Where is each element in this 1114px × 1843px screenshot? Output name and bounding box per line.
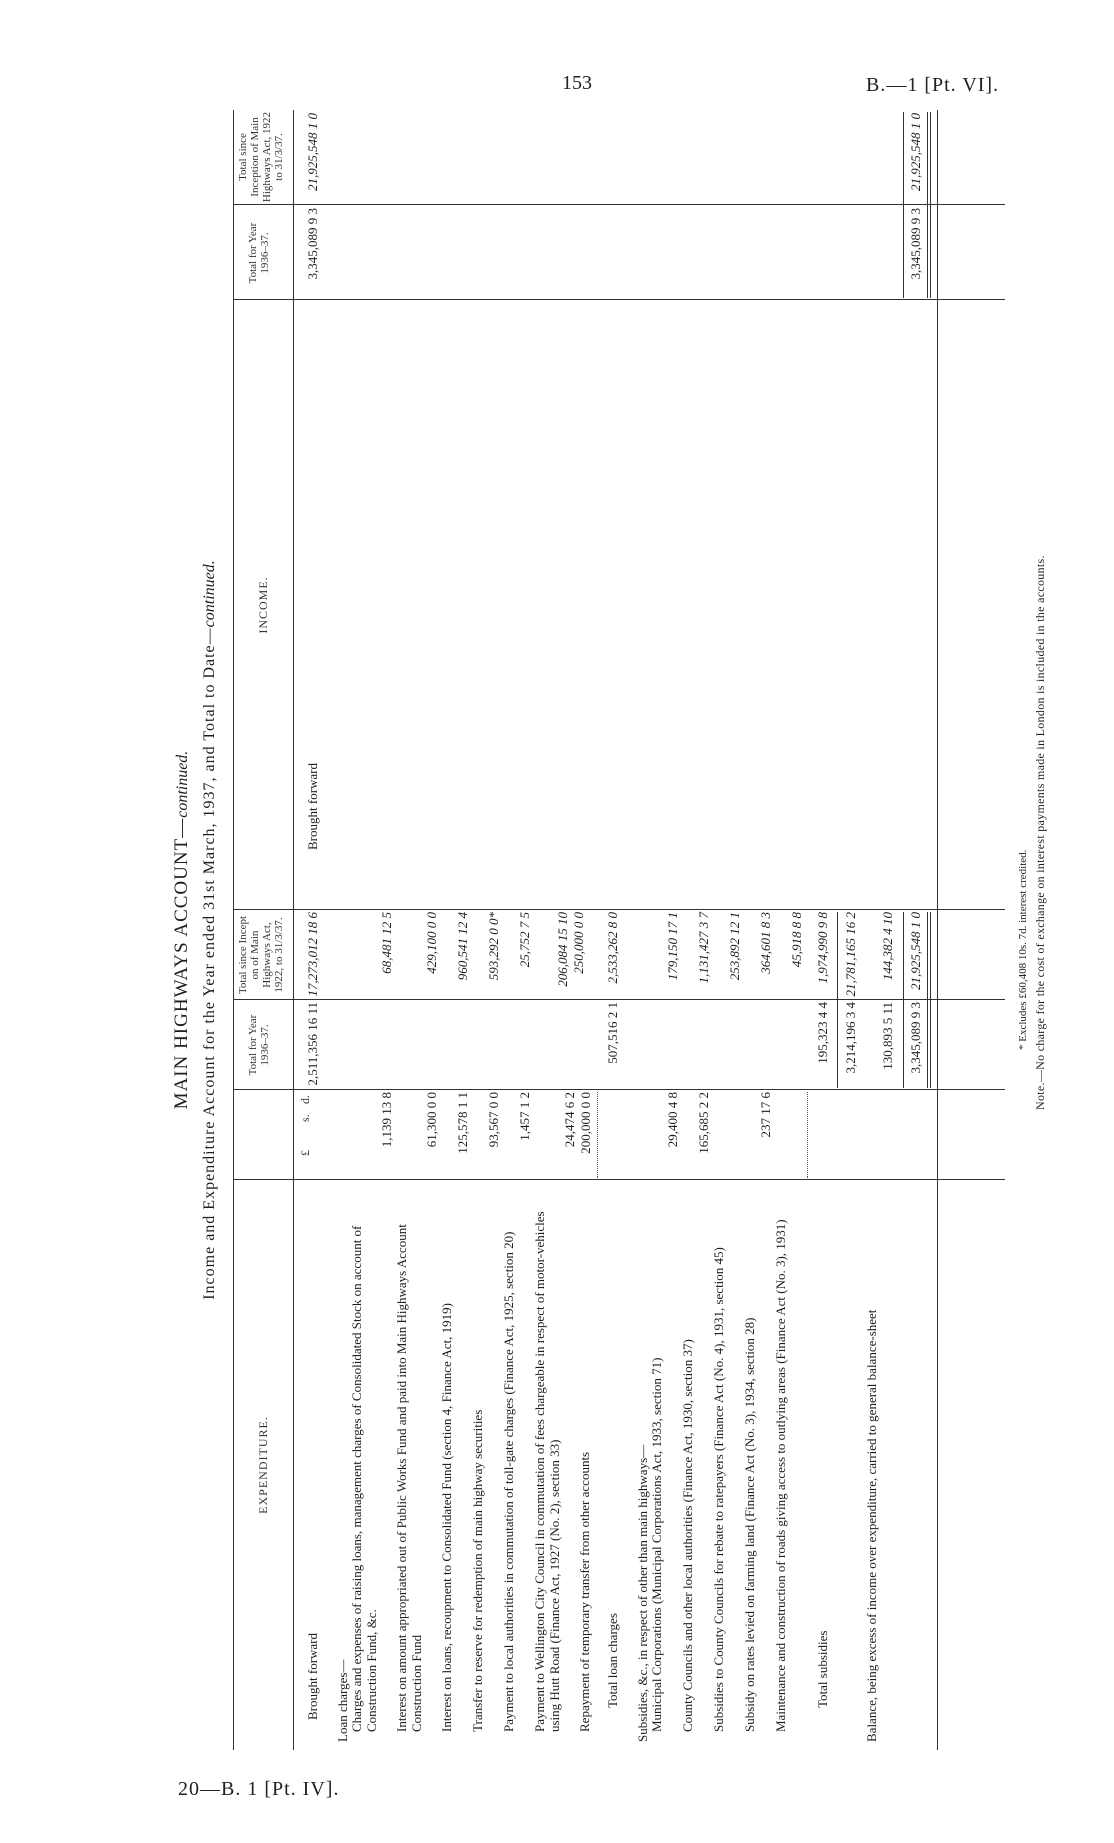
loan-item-detail: 24,474 6 2 <box>562 1092 577 1148</box>
note-text: Note.—No charge for the cost of exchange on interest payments made in London is included in the accounts. <box>1033 555 1047 1110</box>
income-grand-total-double-rule <box>930 112 931 298</box>
subtotal-rule <box>837 912 838 1088</box>
footnote: * Excludes £60,408 10s. 7d. interest credited. <box>1017 849 1029 1050</box>
document-reference-bottom: 20—B. 1 [Pt. IV]. <box>178 1778 340 1800</box>
subsidy-item-detail: 237 17 6 <box>758 1092 773 1138</box>
subsidy-item-since: 179,150 17 1 <box>665 912 680 981</box>
sub-title-text: Income and Expenditure Account for the Year ended 31st March, 1937, and Total to Date— <box>201 627 218 1300</box>
expenditure-grand-total-since: 21,925,548 1 0 <box>908 912 923 990</box>
grand-total-double-rule <box>930 912 931 1088</box>
income-brought-forward-since: 21,925,548 1 0 <box>305 113 320 191</box>
subsidies-subtotal-rule <box>807 1092 808 1178</box>
document-reference-top: B.—1 [Pt. VI]. <box>866 74 1000 96</box>
loan-item-label: Repayment of temporary transfer from other accounts <box>577 1451 592 1732</box>
loan-item-since: 429,100 0 0 <box>424 912 439 974</box>
subtotal-year: 3,214,196 3 4 <box>843 1002 858 1074</box>
expenditure-header: EXPENDITURE. <box>256 1416 270 1514</box>
loan-item-label: Charges and expenses of raising loans, management charges of Consolidated Stock on account of Construction Fund, &c. <box>349 1225 379 1732</box>
main-title-text: MAIN HIGHWAYS ACCOUNT— <box>171 817 192 1110</box>
income-since-column-rule <box>233 204 1005 205</box>
year-column-rule <box>233 1089 1005 1090</box>
total-subsidies-since: 1,974,990 9 8 <box>815 912 830 984</box>
loan-item-since: 68,481 12 5 <box>379 912 394 974</box>
grand-total-bottom-rule <box>927 912 928 1088</box>
table-top-rule <box>233 110 234 1750</box>
income-grand-total-bottom-rule <box>927 112 928 298</box>
subsidy-item-since: 253,892 12 1 <box>727 912 742 981</box>
loan-subtotal-rule <box>597 1092 598 1178</box>
rotated-account-sheet <box>165 110 1070 1750</box>
subsidy-item-detail: 165,685 2 2 <box>696 1092 711 1154</box>
total-subsidies-year: 195,323 4 4 <box>815 1002 830 1064</box>
middle-divider-rule <box>233 909 1005 910</box>
subtotal-since: 21,781,165 16 2 <box>843 912 858 997</box>
loan-item-detail: 125,578 1 1 <box>455 1092 470 1154</box>
subsidy-item-since: 45,918 8 8 <box>789 912 804 968</box>
loan-item-detail: 61,300 0 0 <box>424 1092 439 1148</box>
loan-item-label: Interest on loans, recoupment to Consolidated Fund (section 4, Finance Act, 1919) <box>439 1303 454 1732</box>
total-since-header: Total since Incept on of Main Highways Act, 1922, to 31/3/37. <box>237 915 285 995</box>
loan-item-label: Transfer to reserve for redemption of main highway securities <box>470 1409 485 1732</box>
loan-item-since: 206,084 15 10 <box>555 912 570 987</box>
loan-item-since: 250,000 0 0 <box>571 912 586 974</box>
income-year-column-rule <box>233 299 1005 300</box>
balance-since: 144,382 4 10 <box>880 912 895 981</box>
balance-year: 130,893 5 11 <box>880 1002 895 1070</box>
income-header: INCOME. <box>256 576 270 634</box>
total-year-header: Total for Year 1936–37. <box>247 1014 271 1076</box>
main-title <box>171 110 193 1750</box>
subsidy-item-label: Maintenance and construction of roads giving access to outlying areas (Finance Act (No. 3), 1931) <box>773 1219 788 1732</box>
income-brought-forward-year: 3,345,089 9 3 <box>305 208 320 280</box>
loan-item-label: Payment to local authorities in commutation of toll-gate charges (Finance Act, 1925, section 20) <box>501 1231 516 1732</box>
loan-item-since: 593,292 0 0* <box>486 912 501 981</box>
loan-charges-heading: Loan charges— <box>335 1659 350 1742</box>
loan-item-detail: 200,000 0 0 <box>578 1092 593 1154</box>
subsidy-item-label: County Councils and other local authorities (Finance Act, 1930, section 37) <box>680 1339 695 1732</box>
income-total-since-header: Total since Inception of Main Highways Act, 1922 to 31/3/37. <box>237 111 285 203</box>
subsidies-heading: Subsidies, &c., in respect of other than main highways— <box>635 1444 650 1742</box>
sub-title-suffix: continued. <box>201 560 218 628</box>
expenditure-brought-forward-label: Brought forward <box>305 1632 320 1720</box>
total-loan-charges-since: 2,533,262 8 0 <box>605 912 620 984</box>
expenditure-brought-forward-year: 2,511,356 16 11 <box>305 1002 320 1086</box>
subsidy-item-since: 1,131,427 3 7 <box>696 912 711 984</box>
pounds-unit: £ <box>298 1150 312 1156</box>
balance-label: Balance, being excess of income over expenditure, carried to general balance-sheet <box>864 1309 879 1742</box>
total-loan-charges-label: Total loan charges <box>605 1613 620 1708</box>
loan-item-since: 25,752 7 5 <box>517 912 532 968</box>
header-bottom-rule <box>293 110 294 1750</box>
subsidy-item-detail: 29,400 4 8 <box>665 1092 680 1148</box>
subsidy-item-since: 364,601 8 3 <box>758 912 773 974</box>
main-title-suffix: continued. <box>174 750 191 818</box>
total-subsidies-label: Total subsidies <box>815 1630 830 1708</box>
grand-total-top-rule <box>903 912 904 1088</box>
shillings-unit: s. <box>298 1114 312 1122</box>
loan-item-detail: 1,139 13 8 <box>379 1092 394 1148</box>
table-bottom-rule <box>937 110 938 1750</box>
since-column-rule <box>233 999 1005 1000</box>
loan-item-detail: 1,457 1 2 <box>517 1092 532 1141</box>
pence-unit: d. <box>298 1095 312 1104</box>
subsidy-item-label: Subsidies to County Councils for rebate to ratepayers (Finance Act (No. 4), 1931, section 45) <box>711 1247 726 1732</box>
expenditure-grand-total-year: 3,345,089 9 3 <box>908 1002 923 1074</box>
income-grand-total-since: 21,925,548 1 0 <box>908 113 923 191</box>
income-brought-forward-label: Brought forward <box>305 762 320 850</box>
detail-column-rule <box>233 1179 1005 1180</box>
subsidy-item-label: Municipal Corporations (Municipal Corporations Act, 1933, section 71) <box>649 1357 664 1732</box>
page-number: 153 <box>562 72 592 94</box>
income-total-year-header: Total for Year 1936–37. <box>247 222 271 284</box>
loan-item-detail: 93,567 0 0 <box>486 1092 501 1148</box>
loan-item-label: Interest on amount appropriated out of Public Works Fund and paid into Main Highways Account Construction Fund <box>394 1224 424 1732</box>
expenditure-brought-forward-since: 17,273,012 18 6 <box>305 912 320 997</box>
loan-item-since: 960,541 12 4 <box>455 912 470 981</box>
total-loan-charges-year: 507,516 2 1 <box>605 1002 620 1064</box>
subsidy-item-label: Subsidy on rates levied on farming land (Finance Act (No. 3), 1934, section 28) <box>742 1317 757 1732</box>
income-grand-total-top-rule <box>903 112 904 298</box>
loan-item-label: Payment to Wellington City Council in commutation of fees chargeable in respect of motor-vehicles using Hutt Road (Finance Act, 1927 (No. 2), section 33) <box>532 1211 562 1732</box>
sub-title <box>201 110 219 1750</box>
income-grand-total-year: 3,345,089 9 3 <box>908 208 923 280</box>
